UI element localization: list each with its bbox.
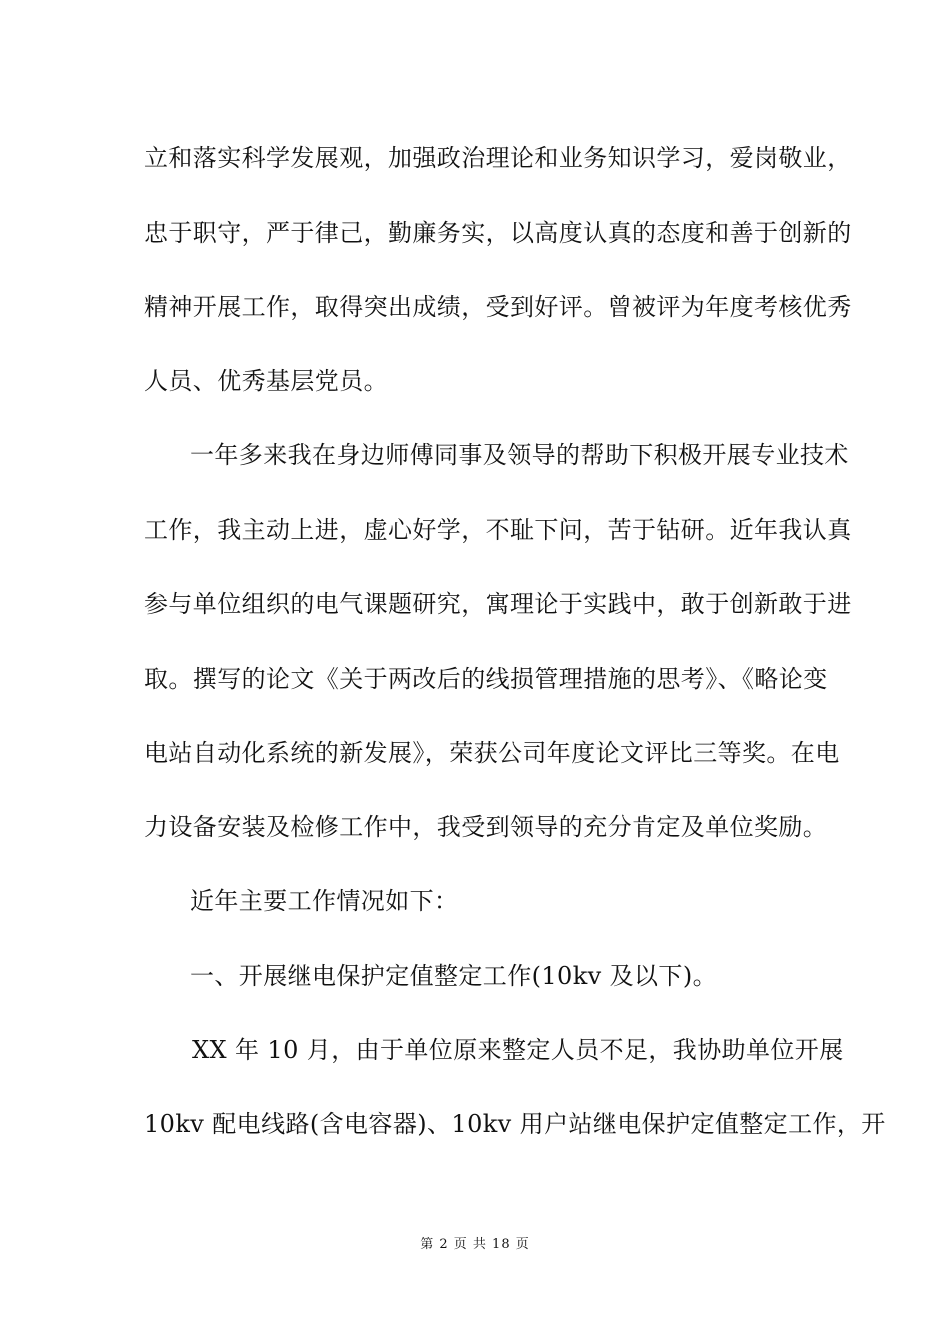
text-line-5: 一年多来我在身边师傅同事及领导的帮助下积极开展专业技术 bbox=[190, 441, 849, 469]
text-line-14: 10kv 配电线路(含电容器)、10kv 用户站继电保护定值整定工作，开 bbox=[144, 1110, 886, 1138]
text-line-10: 力设备安装及检修工作中，我受到领导的充分肯定及单位奖励。 bbox=[144, 813, 828, 841]
text-line-2: 忠于职守，严于律己，勤廉务实，以高度认真的态度和善于创新的 bbox=[144, 219, 852, 247]
text-line-6: 工作，我主动上进，虚心好学，不耻下问，苦于钻研。近年我认真 bbox=[144, 516, 852, 544]
page-number-footer: 第 2 页 共 18 页 bbox=[420, 1237, 530, 1252]
text-line-8: 取。撰写的论文《关于两改后的线损管理措施的思考》、《略论变 bbox=[144, 665, 828, 693]
text-line-9: 电站自动化系统的新发展》，荣获公司年度论文评比三等奖。在电 bbox=[144, 739, 840, 767]
text-line-3: 精神开展工作，取得突出成绩，受到好评。曾被评为年度考核优秀 bbox=[144, 293, 852, 321]
text-line-1: 立和落实科学发展观，加强政治理论和业务知识学习，爱岗敬业， bbox=[144, 144, 852, 172]
text-line-11: 近年主要工作情况如下： bbox=[190, 887, 459, 915]
text-line-13: XX 年 10 月，由于单位原来整定人员不足，我协助单位开展 bbox=[192, 1036, 844, 1064]
text-line-4: 人员、优秀基层党员。 bbox=[144, 367, 388, 395]
text-line-7: 参与单位组织的电气课题研究，寓理论于实践中，敢于创新敢于进 bbox=[144, 590, 852, 618]
text-line-12: 一、开展继电保护定值整定工作(10kv 及以下)。 bbox=[190, 962, 717, 990]
